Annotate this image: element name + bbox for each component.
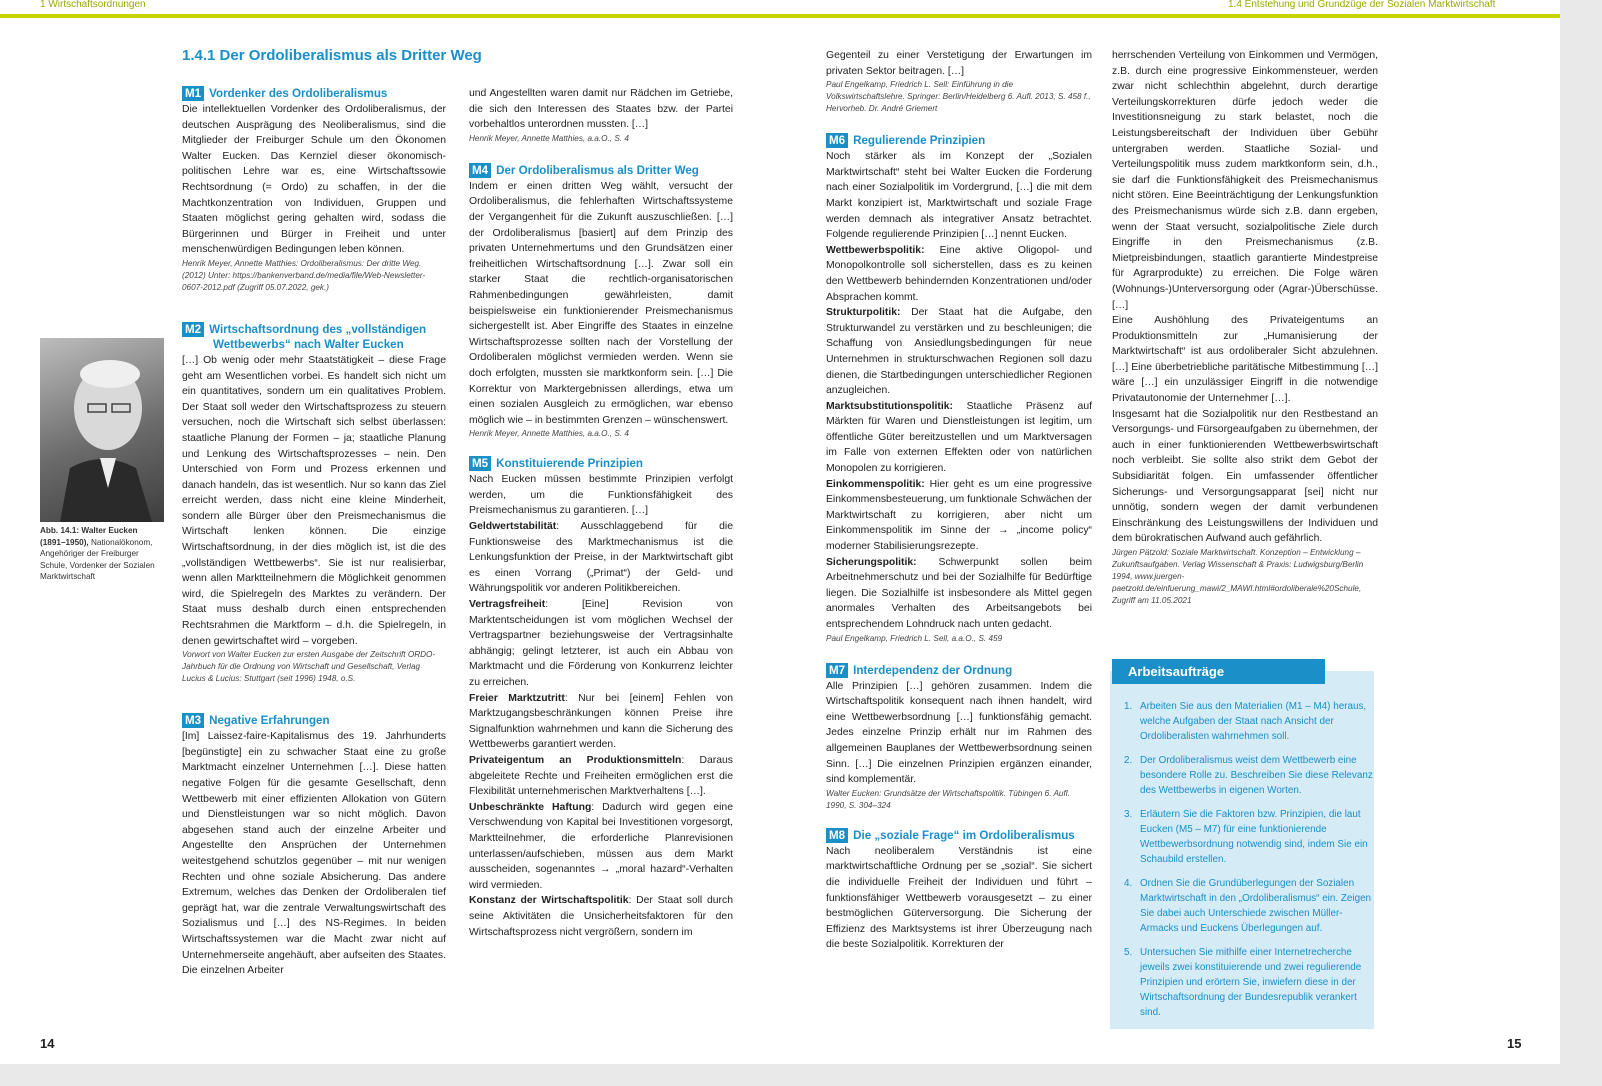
m5-item-text: : Der Staat soll durch seine Aktivitäten die Unsicherheitsfaktoren für den Wirtschaftsprozess nicht vergrößern, sondern im (469, 895, 733, 938)
m4-tag: M4 (469, 163, 491, 178)
m5-heading (469, 456, 733, 471)
m5-text-continued: Gegenteil zu einer Verstetigung der Erwartungen im privaten Sektor beitragen. […] (826, 50, 1092, 77)
tasks-list (1124, 699, 1374, 1029)
task-number: 3. (1124, 809, 1133, 820)
m8-text-continued: herrschenden Verteilung von Einkommen und Vermögen, z.B. durch eine progressive Einkommensteuer, werden zwar nicht schlechthin abgelehnt, durch derartige Verteilungskorrekturen dürfe jedoch weder die Investitionsneigung zu stark belastet, noch die Leistungsbereitschaft der Individuen über Gebühr untergraben werden. Staatliche Sozial- und Verteilungspolitik muss zudem marktkonform sein, d.h., sie darf die Funktionsfähigkeit des Preismechanismus nicht stören. Eine Beeinträchtigung der Lenkungsfunktion des Preismechanismus würde sich z.B. dann ergeben, wenn der Staat versucht, sozialpolitische Ziele durch Eingriffe in den Preismechanismus (z.B. Mietpreisbindungen, staatlich garantierte Mindestpreise für Agrarprodukte) zu erreichen. Die Folge wären (Wohnungs-)Unterversorgung oder (Agrar-)Überschüsse. […] (1112, 50, 1378, 311)
m4-text: Indem er einen dritten Weg wählt, versucht der Ordoliberalismus, die fehlerhaften Wirtschaftssysteme der Vergangenheit für die Zukunft auszuschließen. […] der Ordoliberalismus [basiert] auf dem Prinzip des privaten Unternehmertums und den Grundsätzen einer freiheitlichen Wirtschaftsordnung […]. Zwar soll ein starker Staat die rechtlich-organisatorischen Rahmenbedingungen gewährleisten, damit beispielsweise ein funktionierender Preismechanismus sichergestellt ist. Aber Eingriffe des Staates in einzelne Wirtschaftsprozesse sollten nach der Vorstellung der Ordoliberalen möglichst vermieden werden. Wenn sie doch erfolgten, mussten sie marktkonform sein. […] Die Korrektur von Marktergebnissen allerdings, etwa um einen sozialen Ausgleich zu ermöglichen, war ebenso möglich wie – in bestimmten Grenzen – wünschenswert. (469, 180, 733, 426)
portrait-illustration (40, 338, 164, 522)
header-rule (0, 14, 1560, 18)
m7-tag: M7 (826, 663, 848, 678)
m4-heading (469, 163, 733, 178)
task-item (1124, 945, 1374, 1020)
m6-item-label: Einkommenspolitik: (826, 478, 925, 490)
m2-source: Vorwort von Walter Eucken zur ersten Ausgabe der Zeitschrift ORDO-Jahrbuch für die Ordnung von Wirtschaft und Gesellschaft, Verlag Lucius & Lucius: Stuttgart (seit 1996) 1948, o.S. (182, 650, 436, 684)
m1-heading (182, 86, 446, 101)
task-number: 2. (1124, 755, 1133, 766)
m6-item-text: Hier geht es um eine progressive Einkommensbesteuerung, um funktionale Schwächen der Marktwirtschaft zu korrigieren, aber nicht um Einkommenspolitik im Sinne der → „income policy“ moderner Stabilisierungsrezepte. (826, 478, 1092, 553)
m5-source: Paul Engelkamp, Friedrich L. Sell: Einführung in die Volkswirtschaftslehre. Springer: Berlin/Heidelberg 6. Aufl. 2013, S. 458 f., Hervorheb. Dr. André Griemert (826, 80, 1091, 114)
task-item (1124, 753, 1374, 798)
m8-source: Jürgen Pätzold: Soziale Marktwirtschaft. Konzeption – Entwicklung – Zukunftsaufgaben. Verlag Wissenschaft & Praxis: Ludwigsburg/Berlin 1994, www.juergen-paetzold.de/einfuerung_mawi/2_MAWI.html#ordoliberale%20Schule, Zugriff am 11.05.2021 (1112, 548, 1364, 605)
m2-tag: M2 (182, 322, 204, 337)
task-item (1124, 876, 1374, 936)
m7-source: Walter Eucken: Grundsätze der Wirtschaftspolitik. Tübingen 6. Aufl. 1990, S. 304–324 (826, 788, 1070, 810)
m6-item (826, 555, 1092, 633)
m3-title: Negative Erfahrungen (209, 714, 330, 728)
m3-source: Henrik Meyer, Annette Matthies, a.a.O., S. 4 (469, 133, 629, 143)
m8-title: Die „soziale Frage“ im Ordoliberalismus (853, 828, 1075, 842)
m6-tag: M6 (826, 133, 848, 148)
task-number: 1. (1124, 701, 1133, 712)
m5-item-text: : Nur bei [einem] Fehlen von Marktzugangsbeschränkungen können Preise ihre Signalfunktion wahrnehmen und kann die Sicherung des Wettbewerbs garantiert werden. (469, 692, 733, 751)
m2-title-line1: Wirtschaftsordnung des „vollständigen (209, 322, 427, 336)
m5-item-label: Konstanz der Wirtschaftspolitik (469, 895, 629, 907)
m5-item (469, 753, 733, 800)
m7-title: Interdependenz der Ordnung (853, 663, 1013, 677)
m8-text-paragraph-2: Eine Aushöhlung des Privateigentums an Produktionsmitteln zur „Humanisierung der Marktwirtschaft“ ist aus ordoliberaler Sicht abzulehnen. […] Eine überbetriebliche paritätische Mitbestimmung […] wäre […] ein unzulässiger Eingriff in die notwendige Privatautonomie der Unternehmer […]. (1112, 315, 1378, 405)
m3-text: [Im] Laissez-faire-Kapitalismus des 19. Jahrhunderts [begünstigte] ein zu schwacher Staat eine zu große Marktmacht einzelner Unternehmen […]. Diese hatten negative Folgen für die gesamte Gesellschaft, denn Wettbewerb mit einer effizienten Allokation von Gütern und Dienstleistungen war so nicht möglich. Davon abgesehen stand auch der einzelne Arbeiter und Angestellte den Ansprüchen der Unternehmen weitestgehend schutzlos gegenüber – mit nur wenigen Rechten und ohne soziale Absicherung. Das andere Extremum, welches das Denken der Ordoliberalen tief geprägt hat, war die zentrale Verwaltungswirtschaft des Sozialismus und […] des NS-Regimes. In beiden Wirtschaftssystemen war die Macht zwar nicht auf Unternehmerseite angehäuft, aber aufseiten des Staates. Die einzelnen Arbeiter (182, 731, 446, 977)
m5-intro: Nach Eucken müssen bestimmte Prinzipien verfolgt werden, um die Funktionsfähigkeit des Preismechanismus zu garantieren. […] (469, 474, 733, 517)
task-item (1124, 699, 1374, 744)
page-number-left: 14 (40, 1036, 55, 1051)
walter-eucken-photo (40, 338, 164, 522)
task-text: Untersuchen Sie mithilfe einer Internetrecherche jeweils zwei konstituierende und zwei regulierende Prinzipien und erörtern Sie, inwiefern diese in der Wirtschaftsordnung der Bundesrepublik verankert sind. (1140, 947, 1362, 1018)
m5-tag: M5 (469, 456, 491, 471)
m1-tag: M1 (182, 86, 204, 101)
m6-item-text: Staatliche Präsenz auf Märkten für Waren und Dienstleistungen ist legitim, um öffentliche Güter bereitzustellen und um Marktversagen im Falle von externen Effekten oder von natürlichen Monopolen zu korrigieren. (826, 400, 1092, 475)
m2-text: […] Ob wenig oder mehr Staatstätigkeit – diese Frage geht am Wesentlichen vorbei. Es handelt sich nicht um ein quantitatives, sondern um ein qualitatives Problem. Der Staat soll weder den Wirtschaftsprozess zu steuern versuchen, noch die Wirtschaft sich selbst überlassen: staatliche Planung der Formen – ja; staatliche Planung und Lenkung des Wirtschaftsprozesses – nein. Den Unterschied von Form und Prozess erkennen und danach handeln, das ist wesentlich. Nur so kann das Ziel erreicht werden, dass nicht eine kleine Minderheit, sondern alle Bürger über den Preismechanismus die Wirtschaft lenken können. Die einzige Wirtschaftsordnung, in der dies möglich ist, ist die des „vollständigen Wettbewerbs“. Sie ist nur realisierbar, wenn allen Marktteilnehmern die Möglichkeit genommen wird, die Spielregeln des Marktes zu verändern. Der Staat muss deshalb durch einen entsprechenden Rechtsrahmen die Marktform – d.h. die Spielregeln, in denen gewirtschaftet wird – vorgeben. (182, 354, 446, 647)
m1-source: Henrik Meyer, Annette Matthies: Ordoliberalismus: Der dritte Weg. (2012) Unter: https://bankenverband.de/media/file/Web-Newsletter-0607-2012.pdf (Zugriff 05.07.2022, gek.) (182, 258, 426, 292)
task-text: Erläutern Sie die Faktoren bzw. Prinzipien, die laut Eucken (M5 – M7) für eine funktionierende Wettbewerbsordnung notwendig sind, indem Sie ein Schaubild erstellen. (1140, 809, 1368, 865)
m3-heading (182, 713, 446, 728)
task-number: 5. (1124, 947, 1133, 958)
m5-item (469, 800, 733, 894)
m5-item-label: Privateigentum an Produktionsmitteln (469, 754, 682, 766)
m6-item-text: Der Staat hat die Aufgabe, den Strukturwandel zu verstärken und zu beschleunigen; die Schaffung von Ansiedlungsbedingungen für neue Unternehmen in strukturschwachen Regionen soll dazu dienen, die Startbedingungen unterschiedlicher Regionen anzugleichen. (826, 307, 1092, 397)
m6-heading (826, 133, 1092, 148)
m5-item-label: Freier Marktzutritt (469, 692, 565, 704)
column-2 (469, 86, 733, 940)
m4-source: Henrik Meyer, Annette Matthies, a.a.O., S. 4 (469, 429, 629, 439)
m5-item (469, 597, 733, 691)
m5-item (469, 893, 733, 940)
m6-item-text: Eine aktive Oligopol- und Monopolkontrolle soll sicherstellen, dass es zu keinen den Wettbewerb behindernden Konzentrationen und/oder Absprachen kommt. (826, 244, 1092, 303)
column-1 (182, 86, 446, 979)
m6-item-label: Marktsubstitutionspolitik: (826, 400, 953, 412)
m3-text-continued: und Angestellten waren damit nur Rädchen im Getriebe, die sich den Interessen des Staates bzw. der Partei vorbehaltlos unterordnen mussten. […] (469, 88, 733, 131)
m1-text: Die intellektuellen Vordenker des Ordoliberalismus, der deutschen Ausprägung des Neoliberalismus, sind die Mitglieder der Freiburger Schule um den Ökonomen Walter Eucken. Das Kernziel dieser ökonomisch-politischen Lehre war es, eine Wirtschaftssowie Rechtsordnung (= Ordo) zu schaffen, in der die Machtkonzentration von Individuen, Gruppen und Staaten möglichst gering gehalten wird, sodass die Bürgerinnen und Bürger in Freiheit und unter menschenwürdigen Bedingungen leben können. (182, 104, 446, 256)
m6-item-label: Strukturpolitik: (826, 307, 901, 319)
m6-item-text: Schwerpunkt sollen beim Arbeitnehmerschutz und bei der Sozialhilfe für Bedürftige liegen. Die Sozialhilfe ist insbesondere als Mittel gegen anormales Verhalten des Arbeitsangebots bei entsprechendem Lohndruck nach unten gedacht. (826, 556, 1092, 630)
m8-heading (826, 828, 1092, 843)
m6-item (826, 243, 1092, 305)
figure-caption (40, 525, 162, 583)
m2-title-line2: Wettbewerbs“ nach Walter Eucken (213, 337, 404, 351)
m5-item (469, 691, 733, 753)
m4-title: Der Ordoliberalismus als Dritter Weg (496, 163, 699, 177)
m7-text: Alle Prinzipien […] gehören zusammen. Indem die Wirtschaftspolitik konsequent nach ihnen handelt, wird eine Wettbewerbsordnung […] funktionsfähig gemacht. Jedes einzelne Prinzip erhält nur im Rahmen des allgemeinen Bauplanes der Wettbewerbsordnung seinen Sinn. […] Die einzelnen Prinzipien ergänzen einander, sind komplementär. (826, 680, 1092, 786)
column-4 (1112, 48, 1378, 607)
caption-text: Nationalökonom, Angehöriger der Freiburger Schule, Vordenker der Sozialen Marktwirtschaft (40, 537, 155, 581)
m7-heading (826, 663, 1092, 678)
m5-item-text: : Ausschlaggebend für die Funktionsweise des Marktmechanismus ist die Lenkungsfunktion der Preise, in der Marktwirtschaft gibt es einen Vorrang („Primat“) der Geld- und Währungspolitik vor anderen Politikbereichen. (469, 521, 733, 595)
page-number-right: 15 (1507, 1036, 1522, 1051)
m6-intro: Noch stärker als im Konzept der „Sozialen Marktwirtschaft“ steht bei Walter Eucken die Forderung nach einer Sozialpolitik im Vordergrund, […] die mit dem Markt konzipiert ist, Marktwirtschaft und soziale Frage werden demnach als integrativer Ansatz betrachtet. Folgende regulierende Prinzipien […] nennt Eucken. (826, 151, 1092, 241)
m6-source: Paul Engelkamp, Friedrich L. Sell, a.a.O., S. 459 (826, 633, 1003, 643)
m6-item (826, 477, 1092, 555)
column-3 (826, 48, 1092, 953)
m6-item (826, 399, 1092, 477)
m1-title: Vordenker des Ordoliberalismus (209, 87, 388, 100)
tasks-title: Arbeitsaufträge (1112, 659, 1325, 684)
m5-item-label: Unbeschränkte Haftung (469, 801, 592, 813)
m5-item-text: : [Eine] Revision von Marktentscheidungen ist vom möglichen Wechsel der Vertragspartner beziehungsweise der Vertragsinhalte abhängig; gelingt letzterer, ist auch ein Abbau von Marktmacht und die Förderung von Konkurrenz leichter zu erreichen. (469, 599, 733, 688)
m5-item (469, 519, 733, 597)
m8-text-paragraph-3: Insgesamt hat die Sozialpolitik nur den Restbestand an Versorgungs- und Fürsorgeaufgaben zu übernehmen, der auch in einer funktionierenden Wettbewerbswirtschaft noch verbleibt. Sie sollte also strikt dem Gebot der Subsidiarität folgen. Ein umfassender öffentlicher Sicherungs- und Versorgungsapparat [sei] nicht nur unnötig, sondern wegen der damit verbundenen Einschränkung des Leistungswillens der Individuen und dem bürokratischen Aufwand auch gefährlich. (1112, 408, 1378, 545)
m5-item-text: : Dadurch wird gegen eine Verschwendung von Kapital bei Investitionen vorgesorgt, Marktteilnehmer, die erforderliche Planrevisionen unterlassen/aufschieben, müssen aus dem Markt ausscheiden, sogenanntes → „moral hazard“-Verhalten wird vermieden. (469, 801, 733, 891)
task-item (1124, 807, 1374, 867)
m6-item (826, 305, 1092, 399)
running-header-left: 1 Wirtschaftsordnungen (40, 0, 146, 10)
m6-item-label: Sicherungspolitik: (826, 556, 917, 568)
tasks-box (1110, 671, 1374, 1029)
m5-title: Konstituierende Prinzipien (496, 457, 643, 471)
m3-tag: M3 (182, 713, 204, 728)
m5-item-label: Geldwertstabilität (469, 521, 557, 533)
task-text: Ordnen Sie die Grundüberlegungen der Sozialen Marktwirtschaft in den „Ordoliberalismus“ ein. Zeigen Sie dabei auch Unterschiede zwischen Müller-Armacks und Euckens Überlegungen auf. (1140, 878, 1372, 934)
m5-item-label: Vertragsfreiheit (469, 599, 546, 611)
task-number: 4. (1124, 878, 1133, 889)
task-text: Der Ordoliberalismus weist dem Wettbewerb eine besondere Rolle zu. Beschreiben Sie diese Relevanz des Wettbewerbs in eigenen Worten. (1140, 755, 1373, 796)
m8-text: Nach neoliberalem Verständnis ist eine marktwirtschaftliche Ordnung per se „sozial“. Sie sichert die individuelle Freiheit der Individuen und führt – funktionsfähiger Wettbewerb vorausgesetzt – zu einer bestmöglichen Güterversorgung. Die Sicherung der Effizienz des Marktsystems ist ihrer Überzeugung nach die beste Sozialpolitik. Korrekturen der (826, 845, 1092, 951)
running-header-right: 1.4 Entstehung und Grundzüge der Sozialen Marktwirtschaft (1228, 0, 1496, 10)
section-title: 1.4.1 Der Ordoliberalismus als Dritter Weg (182, 47, 482, 64)
m6-title: Regulierende Prinzipien (853, 134, 986, 148)
m2-heading (182, 322, 446, 352)
caption-bold: Abb. 14.1: Walter Eucken (1891–1950), (40, 526, 138, 547)
m6-item-label: Wettbewerbspolitik: (826, 244, 925, 256)
m5-item-text: : Daraus abgeleitete Rechte und Freiheiten ermöglichen erst die Flexibilität unternehmerischen Marktverhaltens […]. (469, 754, 733, 798)
task-text: Arbeiten Sie aus den Materialien (M1 – M4) heraus, welche Aufgaben der Staat nach Ansicht der Ordoliberalisten wahrnehmen soll. (1140, 701, 1367, 742)
m8-tag: M8 (826, 828, 848, 843)
